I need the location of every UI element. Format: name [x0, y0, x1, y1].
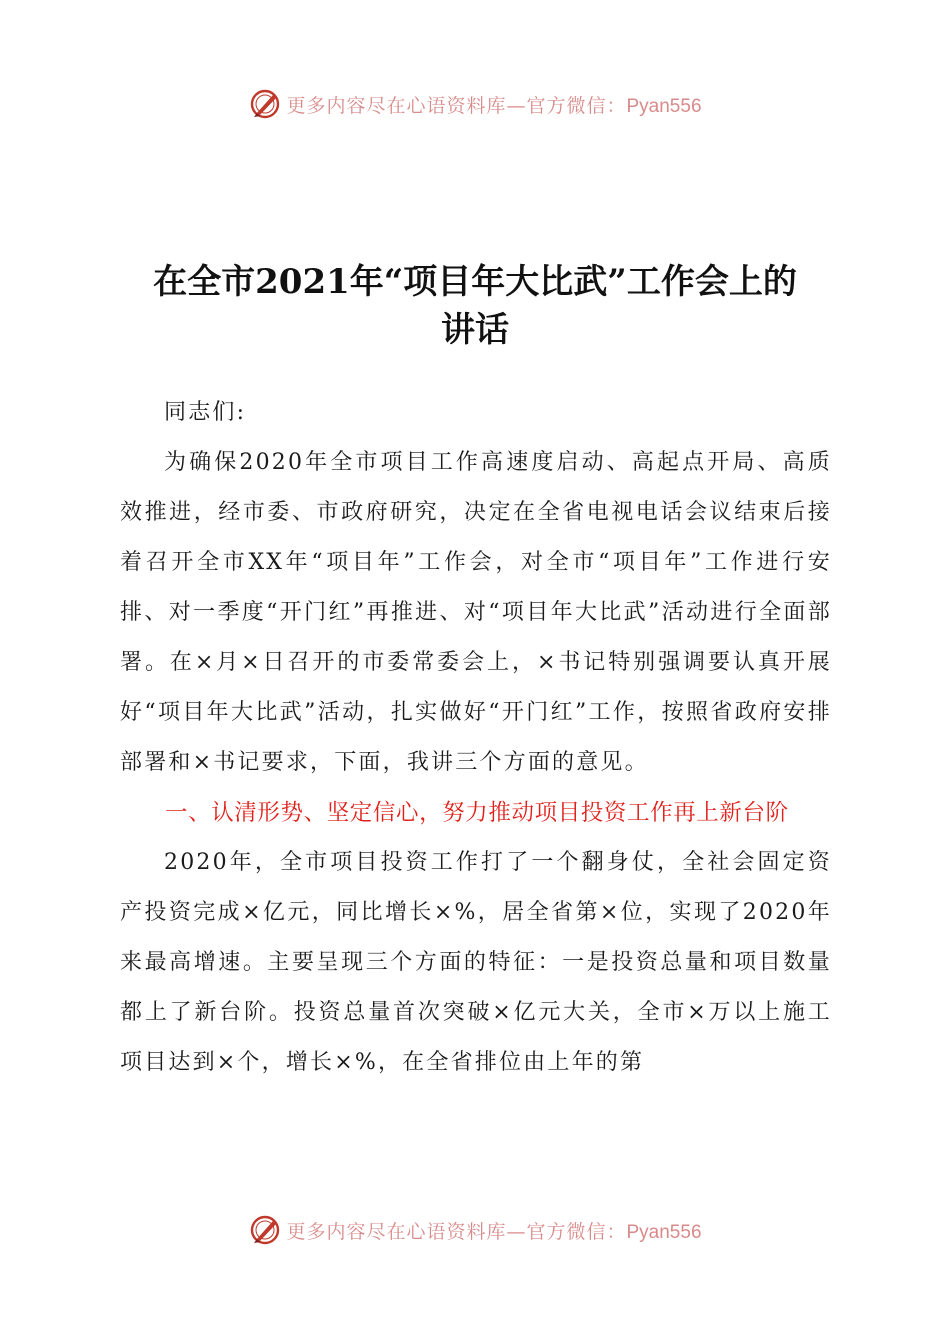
watermark-banner-top — [0, 84, 950, 124]
watermark-banner-bottom — [0, 1210, 950, 1250]
banner-text: 更多内容尽在心语资料库—官方微信： — [286, 1220, 627, 1243]
banner-wechat-id: Pyan556 — [626, 95, 702, 117]
pen-circle-logo-icon — [248, 87, 282, 121]
section-heading-1: 一、认清形势、坚定信心，努力推动项目投资工作再上新台阶 — [165, 800, 789, 826]
paragraph-2: 2020年，全市项目投资工作打了一个翻身仗，全社会固定资产投资完成×亿元，同比增长×%，居全省第×位，实现了2020年来最高增速。主要呈现三个方面的特征：一是投资总量和项目数量都上了新台阶。投资总量首次突破×亿元大关，全市×万以上施工项目达到×个，增长×%，在全省排位由上年的第 — [120, 850, 832, 1075]
title-line-2: 讲话 — [441, 310, 509, 350]
paragraph-1: 为确保2020年全市项目工作高速度启动、高起点开局、高质效推进，经市委、市政府研究，决定在全省电视电话会议结束后接着召开全市XX年“项目年”工作会，对全市“项目年”工作进行安排、对一季度“开门红”再推进、对“项目年大比武”活动进行全面部署。在×月×日召开的市委常委会上，×书记特别强调要认真开展好“项目年大比武”活动，扎实做好“开门红”工作，按照省政府安排部署和×书记要求，下面，我讲三个方面的意见。 — [120, 450, 832, 775]
salutation: 同志们: — [164, 400, 247, 425]
document-body — [120, 388, 832, 1088]
pen-circle-logo-icon — [248, 1213, 282, 1247]
document-title — [120, 258, 830, 354]
banner-text: 更多内容尽在心语资料库—官方微信： — [286, 94, 627, 117]
title-line-1: 在全市2021年“项目年大比武”工作会上的 — [153, 262, 797, 302]
banner-wechat-id: Pyan556 — [626, 1221, 702, 1243]
